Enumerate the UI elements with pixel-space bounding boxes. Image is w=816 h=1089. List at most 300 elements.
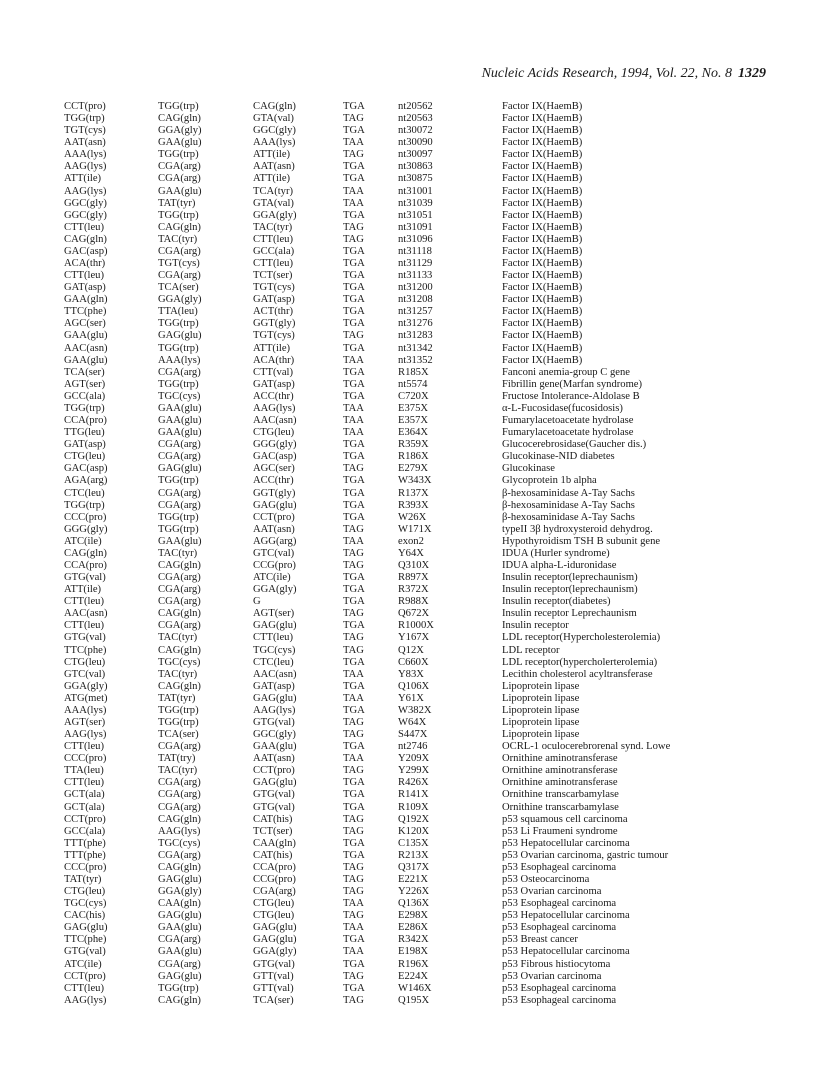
original-codon-cell: CGA(arg) (158, 849, 201, 861)
mutation-position-cell: E375X (398, 402, 429, 414)
upstream-codon-cell: GGG(gly) (64, 523, 108, 535)
table-row (64, 572, 752, 584)
table-row (64, 971, 752, 983)
table-row (64, 838, 752, 850)
stop-codon-cell: TGA (343, 161, 365, 173)
stop-codon-cell: TGA (343, 209, 365, 221)
table-row (64, 959, 752, 971)
gene-disease-cell: Factor IX(HaemB) (502, 137, 583, 149)
stop-codon-cell: TGA (343, 801, 365, 813)
gene-disease-cell: β-hexosaminidase A-Tay Sachs (502, 487, 635, 499)
gene-disease-cell: typeII 3β hydroxysteroid dehydrog. (502, 523, 653, 535)
original-codon-cell: GGA(gly) (158, 125, 202, 137)
original-codon-cell: TAC(tyr) (158, 668, 198, 680)
upstream-codon-cell: TTG(leu) (64, 427, 105, 439)
gene-disease-cell: p53 Hepatocellular carcinoma (502, 946, 630, 958)
stop-codon-cell: TAG (343, 547, 364, 559)
upstream-codon-cell: CTG(leu) (64, 451, 106, 463)
table-row (64, 475, 752, 487)
gene-disease-cell: Glucokinase-NID diabetes (502, 451, 615, 463)
table-row (64, 729, 752, 741)
upstream-codon-cell: CTG(leu) (64, 886, 106, 898)
stop-codon-cell: TGA (343, 704, 365, 716)
table-row (64, 850, 752, 862)
gene-disease-cell: Ornithine aminotransferase (502, 777, 618, 789)
stop-codon-cell: TGA (343, 656, 365, 668)
table-row (64, 125, 752, 137)
mutation-table-body (64, 101, 752, 1007)
gene-disease-cell: Insulin receptor(leprechaunism) (502, 584, 638, 596)
downstream-codon-cell: CCG(pro) (253, 874, 296, 885)
original-codon-cell: CAG(gln) (158, 994, 201, 1006)
upstream-codon-cell: GAC(asp) (64, 463, 108, 475)
upstream-codon-cell: ACA(thr) (64, 258, 106, 270)
gene-disease-cell: Factor IX(HaemB) (502, 330, 583, 342)
upstream-codon-cell: CAG(gln) (64, 547, 107, 559)
downstream-codon-cell: GTA(val) (253, 113, 294, 125)
gene-disease-cell: Factor IX(HaemB) (502, 221, 583, 233)
stop-codon-cell: TGA (343, 958, 365, 970)
upstream-codon-cell: ATC(ile) (64, 535, 102, 547)
original-codon-cell: GAA(glu) (158, 535, 202, 547)
running-header (482, 66, 766, 82)
upstream-codon-cell: ATT(ile) (64, 173, 102, 185)
stop-codon-cell: TAG (343, 813, 364, 825)
mutation-position-cell: E364X (398, 427, 429, 439)
upstream-codon-cell: AAG(lys) (64, 729, 107, 741)
mutation-position-cell: R137X (398, 487, 429, 499)
table-row (64, 415, 752, 427)
original-codon-cell: TAC(tyr) (158, 547, 198, 559)
gene-disease-cell: p53 Hepatocellular carcinoma (502, 837, 630, 849)
stop-codon-cell: TGA (343, 849, 365, 861)
downstream-codon-cell: GTG(val) (253, 801, 295, 813)
gene-disease-cell: p53 Fibrous histiocytoma (502, 958, 611, 970)
stop-codon-cell: TAG (343, 994, 364, 1006)
downstream-codon-cell: AAG(lys) (253, 704, 296, 716)
downstream-codon-cell: TAC(tyr) (253, 221, 293, 233)
stop-codon-cell: TGA (343, 258, 365, 270)
upstream-codon-cell: GCT(ala) (64, 801, 105, 813)
downstream-codon-cell: CAT(his) (253, 813, 293, 825)
mutation-position-cell: Y64X (398, 547, 424, 559)
upstream-codon-cell: ATC(ile) (64, 958, 102, 970)
downstream-codon-cell: GGG(gly) (253, 439, 297, 451)
stop-codon-cell: TGA (343, 306, 365, 318)
gene-disease-cell: Lipoprotein lipase (502, 704, 580, 716)
upstream-codon-cell: TAT(tyr) (64, 874, 102, 885)
gene-disease-cell: LDL receptor (502, 644, 560, 656)
gene-disease-cell: IDUA alpha-L-iduronidase (502, 559, 617, 571)
mutation-position-cell: nt31118 (398, 245, 432, 257)
original-codon-cell: CGA(arg) (158, 451, 201, 463)
mutation-position-cell: Q317X (398, 861, 430, 873)
stop-codon-cell: TGA (343, 270, 365, 282)
downstream-codon-cell: CTT(leu) (253, 233, 294, 245)
downstream-codon-cell: CAG(gln) (253, 101, 296, 112)
gene-disease-cell: Factor IX(HaemB) (502, 161, 583, 173)
downstream-codon-cell: GTT(val) (253, 970, 294, 982)
original-codon-cell: CAG(gln) (158, 861, 201, 873)
downstream-codon-cell: AAT(asn) (253, 523, 295, 535)
stop-codon-cell: TGA (343, 390, 365, 402)
upstream-codon-cell: GGA(gly) (64, 680, 108, 692)
gene-disease-cell: Glucokinase (502, 463, 555, 475)
stop-codon-cell: TGA (343, 789, 365, 801)
mutation-position-cell: R186X (398, 451, 429, 463)
stop-codon-cell: TAA (343, 922, 364, 934)
table-row (64, 584, 752, 596)
stop-codon-cell: TAG (343, 765, 364, 777)
original-codon-cell: CGA(arg) (158, 499, 201, 511)
table-row (64, 536, 752, 548)
mutation-position-cell: nt31283 (398, 330, 433, 342)
mutation-position-cell: W146X (398, 982, 432, 994)
mutation-position-cell: nt30090 (398, 137, 433, 149)
downstream-codon-cell: GAG(glu) (253, 620, 297, 632)
gene-disease-cell: Factor IX(HaemB) (502, 173, 583, 185)
mutation-position-cell: R109X (398, 801, 429, 813)
upstream-codon-cell: AAG(lys) (64, 185, 107, 197)
mutation-position-cell: W343X (398, 475, 432, 487)
gene-disease-cell: Factor IX(HaemB) (502, 354, 583, 366)
gene-disease-cell: p53 Esophageal carcinoma (502, 994, 617, 1006)
stop-codon-cell: TAA (343, 898, 364, 910)
gene-disease-cell: Ornithine transcarbamylase (502, 801, 619, 813)
stop-codon-cell: TAA (343, 354, 364, 366)
gene-disease-cell: Fumarylacetoacetate hydrolase (502, 415, 634, 427)
mutation-position-cell: E286X (398, 922, 429, 934)
original-codon-cell: GAA(glu) (158, 946, 202, 958)
mutation-position-cell: W171X (398, 523, 432, 535)
mutation-position-cell: E357X (398, 415, 429, 427)
stop-codon-cell: TAG (343, 149, 364, 161)
downstream-codon-cell: AAT(asn) (253, 753, 295, 765)
original-codon-cell: CGA(arg) (158, 741, 201, 753)
downstream-codon-cell: CTT(val) (253, 366, 294, 378)
gene-disease-cell: Factor IX(HaemB) (502, 149, 583, 161)
mutation-position-cell: S447X (398, 729, 428, 741)
mutation-position-cell: R196X (398, 958, 429, 970)
stop-codon-cell: TAG (343, 113, 364, 125)
mutation-position-cell: nt30072 (398, 125, 433, 137)
original-codon-cell: TCA(ser) (158, 729, 199, 741)
downstream-codon-cell: GAG(glu) (253, 777, 297, 789)
upstream-codon-cell: CAC(his) (64, 910, 106, 922)
gene-disease-cell: Factor IX(HaemB) (502, 113, 583, 125)
original-codon-cell: CAG(gln) (158, 680, 201, 692)
upstream-codon-cell: CCC(pro) (64, 511, 107, 523)
gene-disease-cell: Glycoprotein 1b alpha (502, 475, 597, 487)
downstream-codon-cell: TCA(ser) (253, 994, 294, 1006)
gene-disease-cell: Fanconi anemia-group C gene (502, 366, 630, 378)
upstream-codon-cell: TGG(trp) (64, 402, 105, 414)
upstream-codon-cell: GAC(asp) (64, 245, 108, 257)
table-row (64, 463, 752, 475)
gene-disease-cell: Lipoprotein lipase (502, 680, 580, 692)
upstream-codon-cell: GAA(glu) (64, 330, 108, 342)
gene-disease-cell: p53 Esophageal carcinoma (502, 922, 617, 934)
upstream-codon-cell: AAC(asn) (64, 342, 108, 354)
gene-disease-cell: p53 Ovarian carcinoma (502, 886, 602, 898)
table-row (64, 669, 752, 681)
table-row (64, 548, 752, 560)
upstream-codon-cell: GTG(val) (64, 632, 106, 644)
downstream-codon-cell: GGA(gly) (253, 946, 297, 958)
downstream-codon-cell: GGA(gly) (253, 584, 297, 596)
original-codon-cell: CGA(arg) (158, 596, 201, 608)
upstream-codon-cell: TGG(trp) (64, 113, 105, 125)
upstream-codon-cell: ATT(ile) (64, 584, 102, 596)
upstream-codon-cell: CTT(leu) (64, 741, 105, 753)
original-codon-cell: TGG(trp) (158, 523, 199, 535)
table-row (64, 620, 752, 632)
mutation-position-cell: nt31096 (398, 233, 433, 245)
mutation-position-cell: nt31208 (398, 294, 433, 306)
original-codon-cell: TGG(trp) (158, 511, 199, 523)
stop-codon-cell: TGA (343, 777, 365, 789)
gene-disease-cell: Factor IX(HaemB) (502, 306, 583, 318)
downstream-codon-cell: GTG(val) (253, 716, 295, 728)
gene-disease-cell: p53 Ovarian carcinoma, gastric tumour (502, 849, 669, 861)
stop-codon-cell: TAA (343, 415, 364, 427)
original-codon-cell: TAT(tyr) (158, 197, 196, 209)
stop-codon-cell: TGA (343, 173, 365, 185)
mutation-position-cell: E279X (398, 463, 429, 475)
gene-disease-cell: Factor IX(HaemB) (502, 245, 583, 257)
stop-codon-cell: TGA (343, 125, 365, 137)
stop-codon-cell: TGA (343, 499, 365, 511)
downstream-codon-cell: CTC(leu) (253, 656, 294, 668)
downstream-codon-cell: GCC(ala) (253, 245, 295, 257)
table-row (64, 234, 752, 246)
mutation-position-cell: R393X (398, 499, 429, 511)
downstream-codon-cell: GGT(gly) (253, 487, 296, 499)
table-row (64, 645, 752, 657)
gene-disease-cell: Factor IX(HaemB) (502, 258, 583, 270)
table-row (64, 946, 752, 958)
gene-disease-cell: Factor IX(HaemB) (502, 282, 583, 294)
downstream-codon-cell: CCA(pro) (253, 861, 296, 873)
upstream-codon-cell: CTT(leu) (64, 596, 105, 608)
upstream-codon-cell: GAA(glu) (64, 354, 108, 366)
downstream-codon-cell: AGG(arg) (253, 535, 297, 547)
original-codon-cell: TGG(trp) (158, 149, 199, 161)
downstream-codon-cell: TGC(cys) (253, 644, 296, 656)
original-codon-cell: CGA(arg) (158, 366, 201, 378)
gene-disease-cell: Factor IX(HaemB) (502, 209, 583, 221)
mutation-position-cell: nt5574 (398, 378, 428, 390)
original-codon-cell: CAG(gln) (158, 221, 201, 233)
downstream-codon-cell: ACC(thr) (253, 390, 294, 402)
upstream-codon-cell: TGG(trp) (64, 499, 105, 511)
mutation-position-cell: nt30875 (398, 173, 433, 185)
stop-codon-cell: TGA (343, 294, 365, 306)
mutation-position-cell: nt30097 (398, 149, 433, 161)
table-row (64, 705, 752, 717)
table-row (64, 222, 752, 234)
gene-disease-cell: LDL receptor(hypercholerterolemia) (502, 656, 658, 668)
stop-codon-cell: TAG (343, 608, 364, 620)
mutation-position-cell: exon2 (398, 535, 424, 547)
gene-disease-cell: Factor IX(HaemB) (502, 233, 583, 245)
downstream-codon-cell: GAC(asp) (253, 451, 297, 463)
table-row (64, 983, 752, 995)
stop-codon-cell: TAG (343, 559, 364, 571)
downstream-codon-cell: AGT(ser) (253, 608, 295, 620)
upstream-codon-cell: TTA(leu) (64, 765, 104, 777)
original-codon-cell: CGA(arg) (158, 270, 201, 282)
stop-codon-cell: TAG (343, 825, 364, 837)
upstream-codon-cell: AAC(asn) (64, 608, 108, 620)
mutation-position-cell: nt20562 (398, 101, 433, 112)
original-codon-cell: GAA(glu) (158, 415, 202, 427)
gene-disease-cell: Factor IX(HaemB) (502, 270, 583, 282)
original-codon-cell: TGG(trp) (158, 475, 199, 487)
stop-codon-cell: TGA (343, 318, 365, 330)
upstream-codon-cell: AGC(ser) (64, 318, 106, 330)
downstream-codon-cell: ACC(thr) (253, 475, 294, 487)
mutation-position-cell: Q192X (398, 813, 430, 825)
mutation-position-cell: K120X (398, 825, 430, 837)
mutation-position-cell: Q310X (398, 559, 430, 571)
original-codon-cell: TGT(cys) (158, 258, 200, 270)
gene-disease-cell: Lecithin cholesterol acyltransferase (502, 668, 653, 680)
mutation-position-cell: nt30863 (398, 161, 433, 173)
mutation-position-cell: nt31051 (398, 209, 433, 221)
stop-codon-cell: TGA (343, 620, 365, 632)
downstream-codon-cell: CCG(pro) (253, 559, 296, 571)
mutation-position-cell: W26X (398, 511, 427, 523)
mutation-position-cell: nt31133 (398, 270, 433, 282)
mutation-position-cell: Y226X (398, 886, 430, 898)
table-row (64, 898, 752, 910)
upstream-codon-cell: GGC(gly) (64, 197, 107, 209)
original-codon-cell: CAG(gln) (158, 644, 201, 656)
table-row (64, 608, 752, 620)
downstream-codon-cell: CTG(leu) (253, 427, 295, 439)
upstream-codon-cell: CTT(leu) (64, 221, 105, 233)
mutation-position-cell: R213X (398, 849, 429, 861)
stop-codon-cell: TGA (343, 680, 365, 692)
upstream-codon-cell: AAT(asn) (64, 137, 106, 149)
table-row (64, 439, 752, 451)
original-codon-cell: CGA(arg) (158, 161, 201, 173)
downstream-codon-cell: GAG(glu) (253, 922, 297, 934)
upstream-codon-cell: CTT(leu) (64, 270, 105, 282)
downstream-codon-cell: TCT(ser) (253, 270, 293, 282)
original-codon-cell: TGC(cys) (158, 390, 201, 402)
stop-codon-cell: TAG (343, 970, 364, 982)
gene-disease-cell: Factor IX(HaemB) (502, 185, 583, 197)
stop-codon-cell: TAG (343, 644, 364, 656)
original-codon-cell: GGA(gly) (158, 294, 202, 306)
original-codon-cell: TTA(leu) (158, 306, 198, 318)
upstream-codon-cell: AGT(ser) (64, 378, 106, 390)
upstream-codon-cell: AAA(lys) (64, 149, 107, 161)
downstream-codon-cell: GTC(val) (253, 547, 295, 559)
downstream-codon-cell: CCT(pro) (253, 511, 295, 523)
upstream-codon-cell: AGT(ser) (64, 716, 106, 728)
stop-codon-cell: TAA (343, 753, 364, 765)
table-row (64, 814, 752, 826)
table-row (64, 391, 752, 403)
mutation-position-cell: C135X (398, 837, 429, 849)
original-codon-cell: GAA(glu) (158, 402, 202, 414)
stop-codon-cell: TAG (343, 861, 364, 873)
mutation-position-cell: nt31091 (398, 221, 433, 233)
gene-disease-cell: Factor IX(HaemB) (502, 342, 583, 354)
table-row (64, 403, 752, 415)
table-row (64, 379, 752, 391)
downstream-codon-cell: GTT(val) (253, 982, 294, 994)
mutation-position-cell: R342X (398, 934, 429, 946)
table-row (64, 500, 752, 512)
table-row (64, 995, 752, 1007)
stop-codon-cell: TGA (343, 596, 365, 608)
table-row (64, 657, 752, 669)
downstream-codon-cell: TGT(cys) (253, 330, 295, 342)
mutation-position-cell: E224X (398, 970, 429, 982)
downstream-codon-cell: AAC(asn) (253, 668, 297, 680)
stop-codon-cell: TAA (343, 402, 364, 414)
original-codon-cell: TAC(tyr) (158, 765, 198, 777)
stop-codon-cell: TAG (343, 910, 364, 922)
original-codon-cell: TGG(trp) (158, 982, 199, 994)
mutation-position-cell: nt31001 (398, 185, 433, 197)
original-codon-cell: TAC(tyr) (158, 233, 198, 245)
gene-disease-cell: Lipoprotein lipase (502, 716, 580, 728)
original-codon-cell: TGG(trp) (158, 342, 199, 354)
downstream-codon-cell: GAT(asp) (253, 378, 295, 390)
upstream-codon-cell: AGA(arg) (64, 475, 108, 487)
table-row (64, 355, 752, 367)
downstream-codon-cell: ATC(ile) (253, 572, 291, 584)
original-codon-cell: CGA(arg) (158, 789, 201, 801)
table-row (64, 427, 752, 439)
downstream-codon-cell: CAA(gln) (253, 837, 296, 849)
mutation-position-cell: E198X (398, 946, 429, 958)
table-row (64, 560, 752, 572)
stop-codon-cell: TAG (343, 221, 364, 233)
upstream-codon-cell: GTG(val) (64, 946, 106, 958)
original-codon-cell: TGG(trp) (158, 101, 199, 112)
table-row (64, 258, 752, 270)
gene-disease-cell: Fumarylacetoacetate hydrolase (502, 427, 634, 439)
gene-disease-cell: p53 Esophageal carcinoma (502, 898, 617, 910)
upstream-codon-cell: CTG(leu) (64, 656, 106, 668)
downstream-codon-cell: CCT(pro) (253, 765, 295, 777)
original-codon-cell: TGC(cys) (158, 656, 201, 668)
table-row (64, 113, 752, 125)
stop-codon-cell: TGA (343, 487, 365, 499)
upstream-codon-cell: CCT(pro) (64, 970, 106, 982)
downstream-codon-cell: G (253, 596, 261, 608)
stop-codon-cell: TGA (343, 511, 365, 523)
gene-disease-cell: Fibrillin gene(Marfan syndrome) (502, 378, 643, 390)
upstream-codon-cell: CCT(pro) (64, 813, 106, 825)
downstream-codon-cell: GGC(gly) (253, 729, 296, 741)
mutation-position-cell: Q672X (398, 608, 430, 620)
mutation-position-cell: Y61X (398, 692, 424, 704)
downstream-codon-cell: GTA(val) (253, 197, 294, 209)
original-codon-cell: CGA(arg) (158, 801, 201, 813)
upstream-codon-cell: AAG(lys) (64, 994, 107, 1006)
table-row (64, 318, 752, 330)
gene-disease-cell: Factor IX(HaemB) (502, 101, 583, 112)
downstream-codon-cell: GGT(gly) (253, 318, 296, 330)
downstream-codon-cell: ATT(ile) (253, 173, 291, 185)
